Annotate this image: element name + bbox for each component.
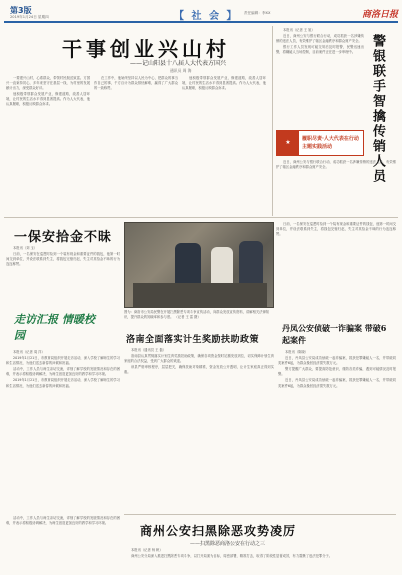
fraud-text bbox=[278, 350, 396, 510]
police-text-top bbox=[276, 28, 364, 128]
crime-byline: 本报讯（记者 杨 帆） bbox=[131, 548, 163, 552]
campus-paragraph: 2019年1月21日，市教育局组织开展走访活动，深入学校了解师生的学习和生活情况，为他们送去新春的问候和祝福。 bbox=[6, 378, 120, 388]
audit-text bbox=[124, 348, 274, 460]
campus-headline: 走访汇报 情暖校园 bbox=[14, 313, 95, 342]
photo-right-text bbox=[276, 222, 396, 308]
column-rule bbox=[272, 26, 273, 216]
fraud-byline: 本报讯（陈晓） bbox=[285, 350, 309, 354]
campus-text-cont bbox=[6, 516, 120, 572]
crime-paragraph: 商州公安分局深入推进扫黑除恶专项斗争，以打开局面为目标，周密部署，精准打击，取得了阶段性显著成效，有力震慑了违法犯罪分子。 bbox=[131, 554, 333, 559]
fraud-paragraph: 近日，丹凤县公安局成功侦破一起诈骗案，抓获犯罪嫌疑人一名，并带破同类案件6起，为群众挽回经济损失数万元。 bbox=[278, 378, 396, 388]
police-byline: 本报讯（记者 王 旭） bbox=[283, 28, 315, 32]
banner-emblem-icon: ★ bbox=[277, 131, 299, 155]
guard-text bbox=[6, 246, 120, 308]
police-paragraph: 近日，商州公安与银行联合行动，成功抓获一名涉嫌传销的违法人员，有效维护了辖区金融秩序和群众财产安全。 bbox=[276, 160, 396, 170]
police-text-bottom bbox=[276, 160, 396, 214]
photo-figure bbox=[175, 243, 201, 283]
lead-subheadline: ——记山阳县十八届人大代表方国兴 bbox=[130, 60, 227, 67]
crime-subheadline: ——扫黑除恶商洛公安在行动之三 bbox=[190, 541, 266, 547]
photo-table bbox=[133, 283, 267, 307]
photo-caption bbox=[124, 310, 274, 319]
photo-credit: （记者 王 雷 摄） bbox=[174, 314, 201, 319]
lead-column-1 bbox=[6, 76, 90, 210]
guard-paragraph: 日前，一名保安在巡逻时捡到一个装有现金和重要证件的钱包，他第一时间交到单位，并设法联系到失主，将钱包完璧归赵，失主对其拾金不昧的行为连连称赞。 bbox=[276, 222, 396, 237]
lead-paragraph: 一要建兴山村，心系群众，带领村民脱贫致富。方国兴一直秉持初心，多年来坚守在基层一线，为村里的发展献计出力，深受群众好评。 bbox=[6, 76, 90, 91]
lead-paragraph: 他积极带领群众发展产业，修建道路，改善人居环境，让村民的生活水平得到显著提高。作为人大代表，他认真履职，积极反映群众诉求。 bbox=[182, 76, 266, 91]
police-headline: 警银联手智擒传销人员 bbox=[370, 34, 385, 184]
lead-column-3 bbox=[182, 76, 266, 210]
section-rule bbox=[124, 514, 396, 515]
campaign-banner bbox=[276, 130, 364, 156]
audit-byline: 本报讯（通讯员 王 磊） bbox=[131, 348, 167, 352]
newspaper-logo: 商洛日报 bbox=[362, 10, 399, 20]
lead-column-2 bbox=[94, 76, 178, 210]
lead-paragraph: 在工作中，他始终坚持以人民为中心，把群众的事当作自己的事，千方百计为群众排忧解难，赢得了广大群众的一致称赞。 bbox=[94, 76, 178, 91]
news-photo bbox=[124, 222, 274, 308]
issue-date: 2019年1月24日 星期四 bbox=[10, 15, 49, 19]
banner-text: 履职尽责·人大代表在行动 主题实践活动 bbox=[302, 136, 359, 150]
photo-figure bbox=[239, 241, 263, 283]
photo-figure bbox=[211, 247, 233, 283]
campus-paragraph: 2019年1月21日，市教育局组织开展走访活动，深入学校了解师生的学习和生活情况，为他们送去新春的问候和祝福。 bbox=[6, 356, 120, 366]
crime-text bbox=[124, 548, 396, 573]
masthead bbox=[4, 3, 398, 23]
section-rule bbox=[4, 217, 398, 218]
lead-byline: 通讯员 周 海 bbox=[170, 68, 192, 73]
editor-contact: 责任编辑：李XX bbox=[244, 11, 271, 15]
lead-headline: 干事创业兴山村 bbox=[62, 37, 230, 61]
campus-paragraph: 活动中，工作人员与师生亲切交流，详细了解学校的发展情况和存在的困难，并表示将积极协调解决，为师生创造更加良好的教学和学习环境。 bbox=[6, 367, 120, 377]
audit-paragraph: 洛南县认真贯彻落实计划生育奖励扶助政策，确保各项资金按时足额发放到位，切实保障计划生育家庭的合法权益，受到广大群众的欢迎。 bbox=[124, 354, 274, 364]
guard-headline: 一保安拾金不昧 bbox=[14, 230, 113, 245]
lead-paragraph: 他积极带领群众发展产业，修建道路，改善人居环境，让村民的生活水平得到显著提高。作为人大代表，他认真履职，积极反映群众诉求。 bbox=[6, 92, 90, 107]
audit-headline: 洛南全面落实计生奖励扶助政策 bbox=[126, 335, 260, 345]
campus-text bbox=[6, 350, 120, 512]
campus-paragraph: 活动中，工作人员与师生亲切交流，详细了解学校的发展情况和存在的困难，并表示将积极协调解决，为师生创造更加良好的教学和学习环境。 bbox=[6, 516, 120, 526]
fraud-headline: 丹凤公安侦破一诈骗案 带破6起案件 bbox=[282, 323, 387, 345]
audit-paragraph: 该县严格审核程序，层层把关，确保扶助对象精准，资金发放公开透明，让计生家庭真正得到实惠。 bbox=[124, 365, 274, 375]
fraud-paragraph: 警方提醒广大群众，要提高防范意识，谨防各类诈骗，遇到可疑情况及时报警。 bbox=[278, 367, 396, 377]
guard-paragraph: 日前，一名保安在巡逻时捡到一个装有现金和重要证件的钱包，他第一时间交到单位，并设法联系到失主，将钱包完璧归赵，失主对其拾金不昧的行为连连称赞。 bbox=[6, 252, 120, 267]
campus-byline: 本报讯（记者 周 洋） bbox=[13, 350, 45, 354]
fraud-paragraph: 近日，丹凤县公安局成功侦破一起诈骗案，抓获犯罪嫌疑人一名，并带破同类案件6起，为群众挽回经济损失数万元。 bbox=[278, 356, 396, 366]
police-paragraph: 银行工作人员发现可疑交易后及时报警，民警迅速出警，将嫌疑人当场控制，目前案件正在进一步审理中。 bbox=[276, 45, 364, 55]
page-number: 第3版 bbox=[10, 6, 32, 15]
crime-headline: 商州公安扫黑除恶攻势凌厉 bbox=[140, 524, 297, 538]
section-title: 【 社 会 】 bbox=[174, 11, 239, 22]
guard-byline: 本报讯（刘 玉） bbox=[13, 246, 38, 250]
caption-text: 图为：商洛市公安局民警在开展扫黑除恶专项斗争宣传活动，向群众发放宣传资料，讲解相关法律知识，提升群众的知晓率和参与度。 bbox=[124, 310, 270, 319]
police-paragraph: 近日，商州公安与银行联合行动，成功抓获一名涉嫌传销的违法人员，有效维护了辖区金融秩序和群众财产安全。 bbox=[276, 34, 364, 44]
